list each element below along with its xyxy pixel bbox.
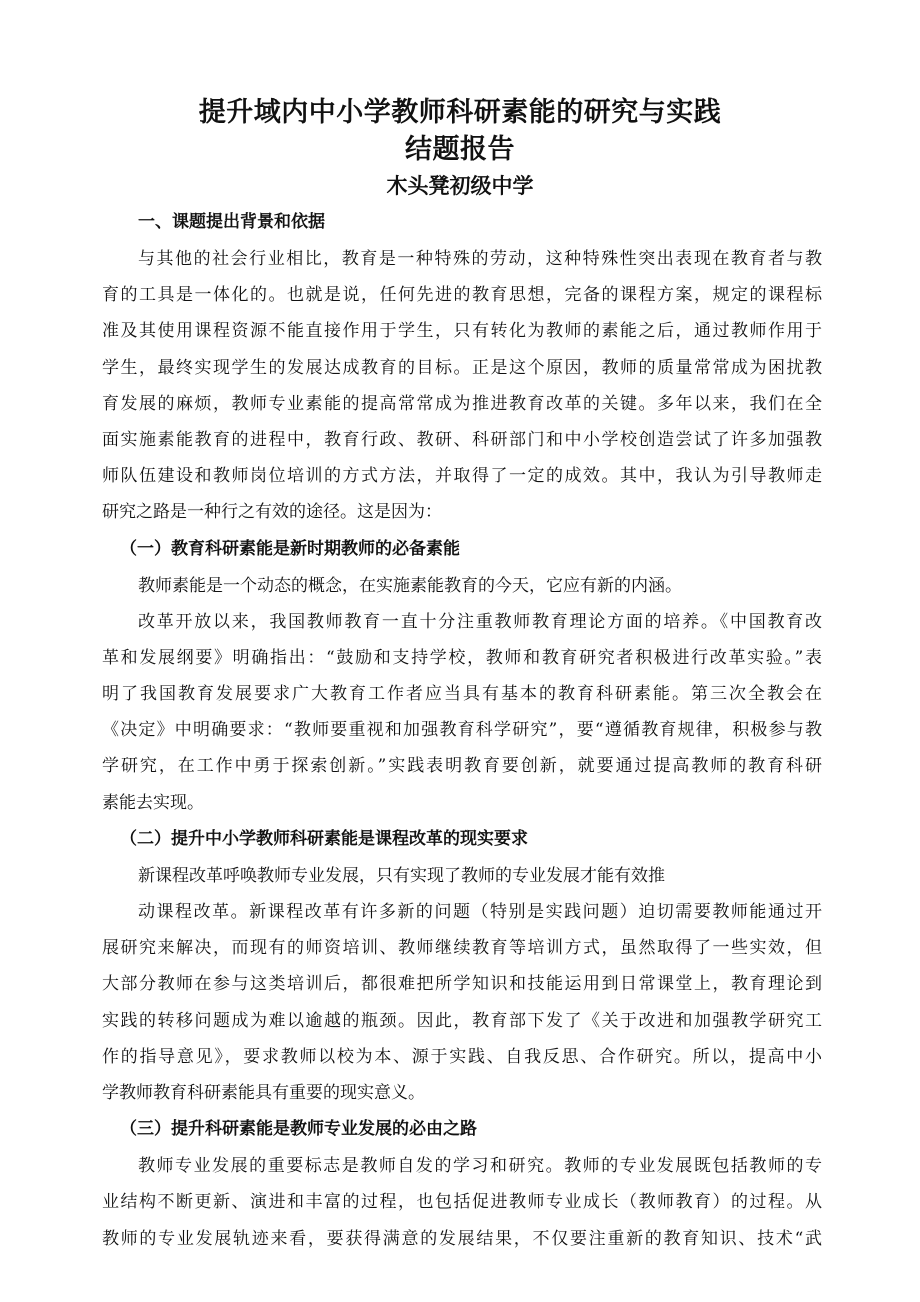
paragraph-reform-history <box>102 604 822 821</box>
paragraph-line: 改革开放以来，我国教师教育一直十分注重教师教育理论方面的培养。《中国教育改 <box>138 611 822 632</box>
section-heading-1: 一、课题提出背景和依据 <box>138 212 325 232</box>
paragraph-line: 师队伍建设和教师岗位培训的方式方法，并取得了一定的成效。其中，我认为引导教师走 <box>102 466 822 487</box>
paragraph-line: 革和发展纲要》明确指出：“鼓励和支持学校，教师和教育研究者积极进行改革实验。”表 <box>102 647 822 668</box>
document-body <box>102 204 822 1257</box>
paragraph-curriculum-intro <box>138 858 822 894</box>
paragraph-line: 育的工具是一体化的。也就是说，任何先进的教育思想，完备的课程方案，规定的课程标 <box>102 285 822 306</box>
subsection-heading-2: （二）提升中小学教师科研素能是课程改革的现实要求 <box>120 828 528 849</box>
subsection-heading-3: （三）提升科研素能是教师专业发展的必由之路 <box>120 1119 477 1140</box>
paragraph-line: 教师的专业发展轨迹来看，要获得满意的发展结果，不仅要注重新的教育知识、技术“武 <box>102 1228 822 1249</box>
paragraph-curriculum-reform <box>102 894 822 1111</box>
paragraph-line: 实践的转移问题成为难以逾越的瓶颈。因此，教育部下发了《关于改进和加强教学研究工 <box>102 1010 822 1031</box>
paragraph-professional-development <box>102 1148 822 1257</box>
paragraph-line: 面实施素能教育的进程中，教育行政、教研、科研部门和中小学校创造尝试了许多加强教 <box>102 429 822 450</box>
paragraph-line: 准及其使用课程资源不能直接作用于学生，只有转化为教师的素能之后，通过教师作用于 <box>102 321 822 342</box>
title-block <box>0 94 920 202</box>
paragraph-line: 教师专业发展的重要标志是教师自发的学习和研究。教师的专业发展既包括教师的专 <box>138 1156 822 1177</box>
paragraph-teacher-quality <box>138 568 822 604</box>
paragraph-line: 教师素能是一个动态的概念，在实施素能教育的今天，它应有新的内涵。 <box>138 575 682 596</box>
paragraph-line: 动课程改革。新课程改革有许多新的问题（特别是实践问题）迫切需要教师能通过开 <box>138 902 822 922</box>
paragraph-line: 育发展的麻烦，教师专业素能的提高常常成为推进教育改革的关键。多年以来，我们在全 <box>102 393 822 414</box>
paragraph-line: 学生，最终实现学生的发展达成教育的目标。正是这个原因，教师的质量常常成为困扰教 <box>102 357 822 378</box>
paragraph-line: 作的指导意见》，要求教师以校为本、源于实践、自我反思、合作研究。所以，提高中小 <box>102 1046 822 1067</box>
paragraph-background <box>102 241 822 531</box>
paragraph-line: 明了我国教育发展要求广大教育工作者应当具有基本的教育科研素能。第三次全教会在 <box>102 684 822 705</box>
paragraph-line: 新课程改革呼唤教师专业发展，只有实现了教师的专业发展才能有效推 <box>138 865 665 886</box>
paragraph-line: 《决定》中明确要求：“教师要重视和加强教育科学研究”，要“遵循教育规律，积极参与教 <box>102 720 822 741</box>
subsection-heading-1: （一）教育科研素能是新时期教师的必备素能 <box>120 538 460 559</box>
paragraph-line: 学教师教育科研素能具有重要的现实意义。 <box>102 1082 425 1103</box>
paragraph-line: 与其他的社会行业相比，教育是一种特殊的劳动，这种特殊性突出表现在教育者与教 <box>138 249 822 269</box>
paragraph-line: 研究之路是一种行之有效的途径。这是因为： <box>102 502 442 523</box>
organization-name: 木头凳初级中学 <box>386 174 534 198</box>
paragraph-line: 大部分教师在参与这类培训后，都很难把所学知识和技能运用到日常课堂上，教育理论到 <box>102 974 822 995</box>
paragraph-line: 业结构不断更新、演进和丰富的过程，也包括促进教师专业成长（教师教育）的过程。从 <box>102 1192 822 1213</box>
paragraph-line: 学研究，在工作中勇于探索创新。”实践表明教育要创新，就要通过提高教师的教育科研 <box>102 756 822 777</box>
paragraph-line: 展研究来解决，而现有的师资培训、教师继续教育等培训方式，虽然取得了一些实效，但 <box>102 938 822 959</box>
document-title: 提升域内中小学教师科研素能的研究与实践 <box>198 97 722 128</box>
document-subtitle: 结题报告 <box>405 134 515 165</box>
paragraph-line: 素能去实现。 <box>102 792 204 813</box>
